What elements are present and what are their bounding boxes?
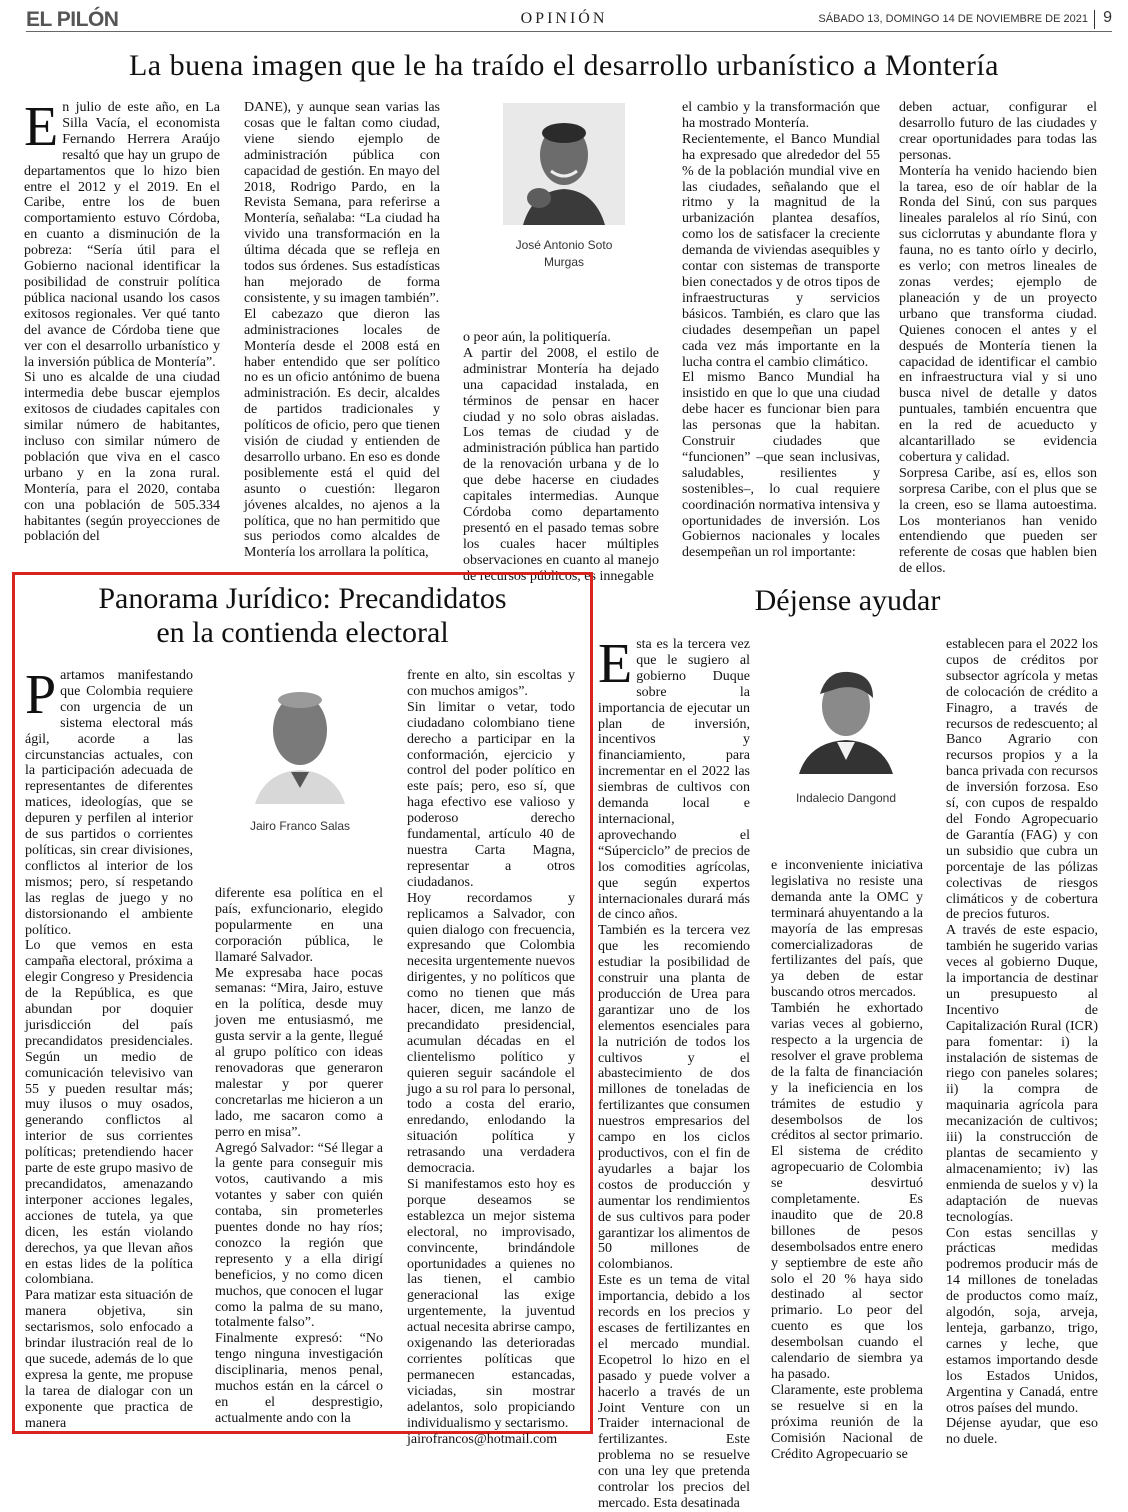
article3-column-1: [598, 633, 750, 1512]
page-number: 9: [1103, 9, 1112, 26]
page-separator: [1094, 10, 1095, 29]
paragraph: e inconveniente iniciativa legislativa no resiste una demanda ante la OMC y terminará ahuyentando a la mayoría de las empresas comercializadoras de fertilizantes del país, que ya deben de estar buscando otros mercados.: [771, 858, 923, 1001]
paragraph: Sorpresa Caribe, así es, ellos son sorpresa Caribe, con el plus que se la creen, eso se llama autoestima. Los monterianos han venido entendiendo que pueden ser referente de cosas que hablen bien de ellos.: [899, 465, 1097, 577]
article1-author-block: [466, 103, 662, 271]
dropcap: P: [25, 664, 57, 726]
paragraph: Finalmente expresó: “No tengo ninguna investigación disciplinaria, menos penal, muchos están en la cárcel o en el desprestigio, actualmente ando con la: [215, 1331, 383, 1426]
header-rule: [26, 31, 1112, 32]
dropcap: E: [598, 633, 633, 695]
paragraph: Déjense ayudar, que eso no duele.: [946, 1416, 1098, 1448]
paragraph: A partir del 2008, el estilo de administrar Montería ha dejado una capacidad instalada, en términos de pensar en hacer ciudad y no solo obras aisladas. Los temas de ciudad y de administración pública han partido de la renovación urbana y de lo que debe hacerse en ciudades capitales intermedias. Aunque Córdoba como departamento presentó en el pasado temas sobre los cuales hacer múltiples observaciones en cuanto al manejo de recursos públicos, es innegable: [463, 345, 659, 584]
paragraph: n julio de este año, en La Silla Vacía, el economista Fernando Herrera Araújo resaltó que hay un grupo de departamentos que lo hizo bien entre el 2012 y el 2019. En el Caribe, entre los de buen comportamiento estuvo Córdoba, en cuanto a disminución de la pobreza: “Sería útil para el Gobierno nacional identificar la posibilidad de construir política pública nacional usando los casos exitosos regionales. Ver qué tanto del avance de Córdoba tiene que ver con el desarrollo urbanístico y la inversión pública de Montería”.: [24, 100, 220, 370]
paragraph: Agregó Salvador: “Sé llegar a la gente para conseguir mis votos, cautivando a mis votantes y saber con quién contaba, sin prometerles puentes donde no hay ríos; conozco la región que represento y a ella dirigí beneficios, y no como dicen muchos, que conocen el lugar como la palma de su mano, totalmente falso”.: [215, 1140, 383, 1331]
article2-author-block: [215, 676, 385, 835]
article2-column-1: [25, 664, 193, 1432]
paragraph: DANE), y aunque sean varias las cosas que le faltan como ciudad, viene siendo ejemplo de administración pública con capacidad de gestión. En mayo del 2018, Rodrigo Pardo, en la Revista Semana, para referirse a Montería, señalaba: “La ciudad ha vivido una transformación en la última década que se refleja en todos sus órdenes. Sus estadísticas han mejorado de forma consistente, y su imagen también”.: [244, 100, 440, 306]
article3-column-2: [771, 858, 923, 1462]
author-name-line2: Murgas: [543, 255, 584, 269]
article1-headline: La buena imagen que le ha traído el desarrollo urbanístico a Montería: [128, 49, 1000, 82]
article1-column-2: [244, 100, 440, 561]
paragraph: Claramente, este problema se resuelve si en la próxima reunión de la Comisión Nacional de Crédito Agropecuario se: [771, 1382, 923, 1462]
paragraph: El cabezazo que dieron las administraciones locales de Montería desde el 2008 está en haber entendido que ser político no es un oficio antónimo de buena administración. Es decir, alcaldes de partidos tradicionales y políticos de oficio, pero que tienen visión de ciudad y entienden de desarrollo urbano. En eso es donde posiblemente está el quid del asunto o cuestión: llegaron jóvenes alcaldes, no ajenos a la política, que no han permitido que sus periodos como alcaldes de Montería los arrollara la política,: [244, 306, 440, 561]
headline-line: en la contienda electoral: [156, 616, 449, 649]
paragraph: Sin limitar o vetar, todo ciudadano colombiano tiene derecho a participar en la conformación, ejercicio y control del poder político en este país; pero, eso sí, que haga efectivo ese valioso y poderoso derecho fundamental, artículo 40 de nuestra Carta Magna, representar a otros ciudadanos.: [407, 699, 575, 890]
paragraph: diferente esa política en el país, exfuncionario, elegido popularmente en una corporación pública, le llamaré Salvador.: [215, 886, 383, 965]
article2-column-3: [407, 668, 575, 1447]
paragraph: A través de este espacio, también he sugerido varias veces al gobierno Duque, la importancia de destinar un presupuesto al Incentivo de Capitalización Rural (ICR) para fomentar: i) la instalación de sistemas de riego con paneles solares; ii) la compra de maquinaria agrícola para mecanización de cultivos; iii) la construcción de plantas de secamiento y almacenamiento; iv) las enmienda de suelos y v) la adaptación de nuevas tecnologías.: [946, 923, 1098, 1225]
author-name-line1: José Antonio Soto: [515, 238, 613, 252]
paragraph: el cambio y la transformación que ha mostrado Montería.: [682, 100, 880, 131]
article3-column-3: [946, 637, 1098, 1448]
article2-headline: [14, 582, 591, 650]
paragraph: Montería ha venido haciendo bien la tarea, eso de oír hablar de la Ronda del Sinú, con sus parques lineales paralelos al río Sinú, con sus ciclorrutas y abundante flora y fauna, no es tanto oírlo y decirlo, es verlo; con metros lineales de zonas verdes; ejemplo de planeación y de un proyecto urbano que transforma ciudad. Quienes conocen el antes y el después de Montería tienen la capacidad de identificar el cambio en infraestructura vial y si uno busca nivel de detalle y datos puntuales, también encuentra que en la red de acueducto y alcantarillado se evidencia cobertura y calidad.: [899, 163, 1097, 465]
article1-column-1: [24, 96, 220, 545]
paragraph: Este es un tema de vital importancia, debido a los records en los precios y escases de fertilizantes en el mercado mundial. Ecopetrol lo hizo en el pasado y puede volver a hacerlo a través de un Joint Venture con un Traider internacional de fertilizantes. Este problema no se resuelve con una ley que pretenda controlar los precios del mercado. Esta desatinada: [598, 1273, 750, 1511]
paragraph: Si uno es alcalde de una ciudad intermedia debe buscar ejemplos exitosos de ciudades capitales con similar número de habitantes, incluso con similar número de población que viva en el casco urbano y en la zona rural. Montería, para el 2020, contaba con una población de 505.334 habitantes (según proyecciones de población del: [24, 370, 220, 545]
article3-headline: Déjense ayudar: [754, 584, 941, 617]
paragraph: Lo que vemos en esta campaña electoral, próxima a elegir Congreso y Presidencia de la República, es que abundan por doquier jurisdicción del país precandidatos presidenciales. Según un medio de comunicación televisivo van 55 y pueden resultar más; muy ilusos o muy osados, generando conflictos al interior de sus corrientes políticas; pretendiendo hacer parte de este grupo masivo de precandidatos, amenazando interponer acciones legales, acciones de tutela, ya que dicen, les están violando derechos, ya que llevan años en estas lides de la política colombiana.: [25, 938, 193, 1288]
paragraph: También he exhortado varias veces al gobierno, respecto a la urgencia de resolver el grave problema de la falta de financiación y la ineficiencia en los trámites de estudio y desembolsos de los créditos al sector primario. El sistema de crédito agropecuario de Colombia se desvirtuó completamente. Es inaudito que de 20.8 billones de pesos desembolsados entre enero y septiembre de este año solo el 20 % haya sido destinado al sector primario. Lo peor del cuento es que los desembolsan cuando el calendario de siembra ya ha pasado.: [771, 1001, 923, 1382]
article1-column-4: [682, 100, 880, 561]
paragraph: Me expresaba hace pocas semanas: “Mira, Jairo, estuve en la política, desde muy joven me entusiasmó, me gusta servir a la gente, llegué al grupo político con ideas renovadoras que generaron malestar y por querer concretarlas me hicieron a un lado, me sacaron como a perro en misa”.: [215, 965, 383, 1140]
author-email[interactable]: jairofrancos@hotmail.com: [407, 1431, 558, 1447]
author-photo: [503, 103, 625, 225]
paragraph: artamos manifestando que Colombia requiere con urgencia de un sistema electoral más ágil, acorde a las circunstancias actuales, con la participación adecuada de representantes de diferentes matices, ideologías, que se depuren y perfilen al interior de sus partidos o corrientes políticas, sin crear divisiones, conflictos al interior de los mismos; pero, sí respetando las reglas de juego y no distorsionando el ambiente político.: [25, 668, 193, 938]
author-name: Indalecio Dangond: [795, 791, 897, 805]
newspaper-logo: EL PILÓN: [26, 8, 119, 31]
author-photo: [241, 676, 359, 804]
paragraph: También es la tercera vez que les recomiendo estudiar la posibilidad de construir una planta de producción de Urea para garantizar uno de los elementos esenciales para la nutrición de todos los cultivos y el abastecimiento de dos millones de toneladas de fertilizantes que consumen nuestros empresarios del campo en los ciclos productivos, con el fin de ayudarles a bajar los costos de producción y aumentar los rendimientos de sus cultivos para poder garantizar los alimentos de 50 millones de colombianos.: [598, 923, 750, 1273]
dropcap: E: [24, 96, 59, 158]
paragraph: Con estas sencillas y prácticas medidas podremos producir más de 14 millones de toneladas de productos como maíz, algodón, soja, arveja, lenteja, garbanzo, trigo, carnes y leche, que estamos importando desde los Estados Unidos, Argentina y Canadá, entre otros países del mundo.: [946, 1225, 1098, 1416]
paragraph: Recientemente, el Banco Mundial ha expresado que alrededor del 55 % de la población mundial vive en las ciudades, señalando que el ritmo y la magnitud de la urbanización plantea desafíos, como los de satisfacer la creciente demanda de viviendas asequibles y contar con sistemas de transporte bien conectados y de otros tipos de infraestructuras y servicios básicos. También, es claro que las ciudades desempeñan un papel cada vez más importante en la lucha contra el cambio climático.: [682, 131, 880, 370]
dateline: SÁBADO 13, DOMINGO 14 DE NOVIEMBRE DE 2021: [818, 13, 1088, 25]
section-title: OPINIÓN: [520, 10, 608, 27]
article1-column-3: [463, 330, 659, 585]
paragraph: Hoy recordamos y replicamos a Salvador, con quien dialogo con frecuencia, expresando que Colombia necesita urgentemente nuevos dirigentes, y no políticos que como no tienen que más hacer, dicen, me lanzo de precandidato presidencial, acumulan décadas en el clientelismo político y quieren seguir sacándole el jugo a su rol para lo personal, todo a costa del erario, enredando, enlodando la situación política y retrasando una verdadera democracia.: [407, 890, 575, 1177]
paragraph: El mismo Banco Mundial ha insistido en que lo que una ciudad debe hacer es funcionar bien para las personas que la habitan. Construir ciudades que “funcionen” –que sean inclusivas, saludables, resilientes y sostenibles–, lo cual requiere coordinación normativa intensiva y oportunidades de inversión. Los Gobiernos nacionales y locales desempeñan un rol importante:: [682, 370, 880, 561]
paragraph: deben actuar, configurar el desarrollo futuro de las ciudades y crear oportunidades para todas las personas.: [899, 100, 1097, 163]
author-name: Jairo Franco Salas: [249, 819, 351, 833]
article2-column-2: [215, 886, 383, 1427]
article3-author-block: [770, 656, 922, 807]
paragraph: Si manifestamos esto hoy es porque deseamos se establezca un mejor sistema electoral, no improvisado, convincente, brindándole oportunidades a quienes no las tienen, el cambio generacional las exige urgentemente, la juventud actual necesita abrirse campo, oxigenando las deterioradas corrientes políticas que permanecen estancadas, viciadas, sin mostrar adelantos, solo propiciando individualismo y sectarismo.: [407, 1177, 575, 1431]
paragraph: sta es la tercera vez que le sugiero al gobierno Duque sobre la importancia de ejecutar un plan de inversión, incentivos y financiamiento, para incrementar en el 2022 las siembras de cultivos con demanda local e internacional, aprovechando el “Súperciclo” de precios de los comodities agrícolas, que según expertos internacionales durará más de cinco años.: [598, 637, 750, 923]
paragraph: o peor aún, la politiquería.: [463, 330, 611, 345]
paragraph: Para matizar esta situación de manera objetiva, sin sectarismos, solo enfocado a brindar ilustración real de lo que sucede, además de lo que expresa la gente, me propuse la tarea de dialogar con un exponente que practica de manera: [25, 1288, 193, 1431]
article1-column-5: [899, 100, 1097, 577]
headline-line: Panorama Jurídico: Precandidatos: [98, 582, 507, 615]
author-photo: [787, 656, 905, 774]
paragraph: establecen para el 2022 los cupos de créditos por subsector agrícola y metas de colocación de crédito a Finagro, a través de recursos de redescuento; al Banco Agrario con recursos propios y a la banca privada con recursos de inversión forzosa. Eso sí, con cupos de respaldo del Fondo Agropecuario de Garantía (FAG) y con un subsidio que cubra un porcentaje de las pólizas colectivas de riesgos climáticos y de cobertura de precios futuros.: [946, 637, 1098, 923]
paragraph: frente en alto, sin escoltas y con muchos amigos”.: [407, 668, 575, 699]
